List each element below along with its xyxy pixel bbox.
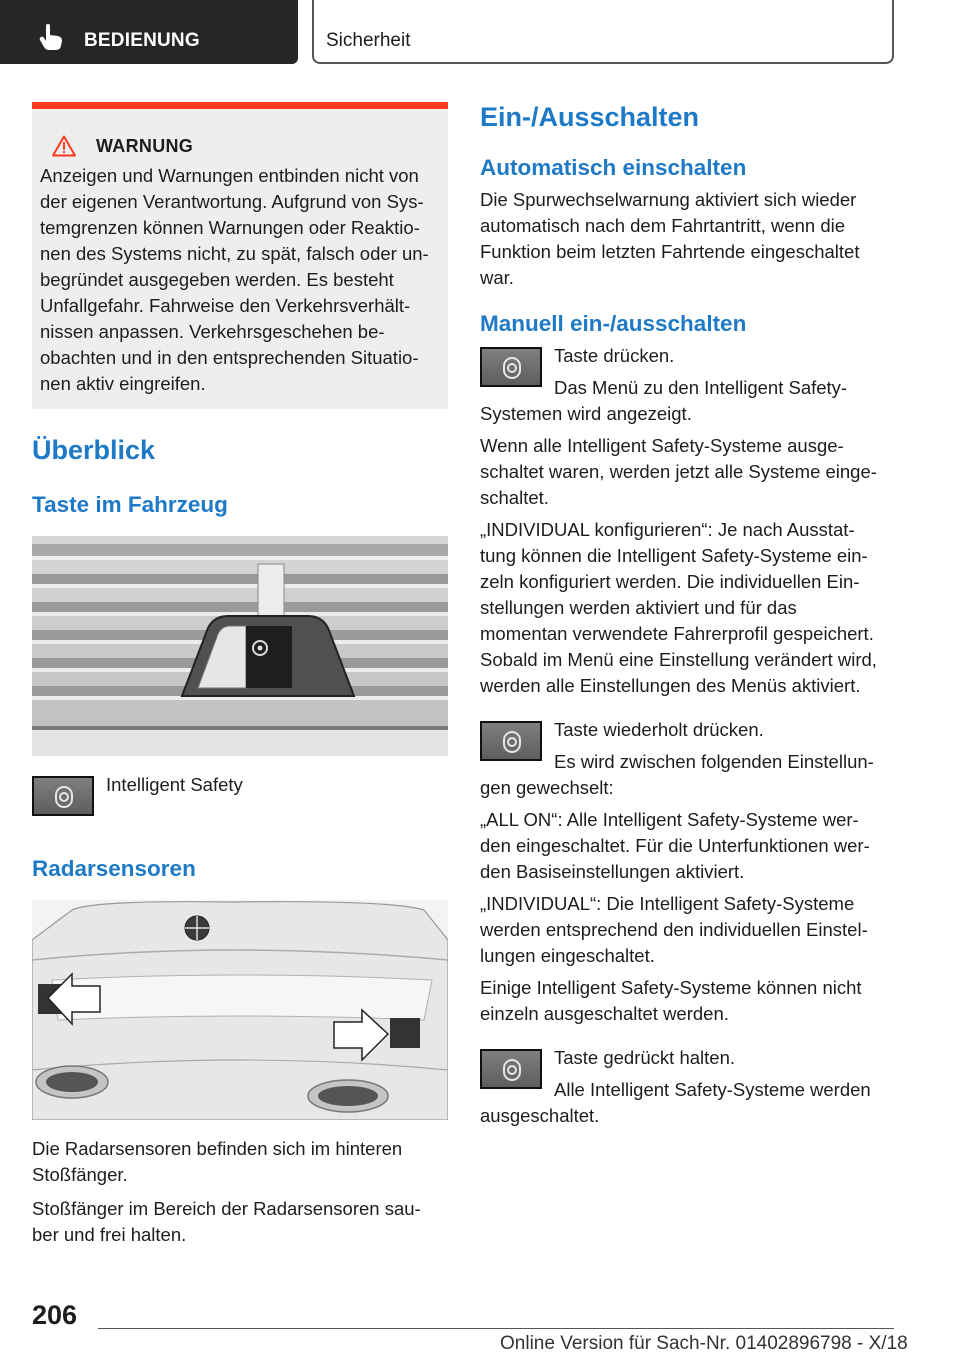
intelligent-safety-button-icon	[32, 776, 94, 816]
right-column	[480, 102, 892, 1129]
chapter-title: Sicherheit	[326, 30, 411, 51]
overview-heading: Überblick	[32, 435, 156, 465]
auto-text-line: Funktion beim letzten Fahrtende eingeschaltet	[480, 241, 860, 262]
step3-result-cont: ausgeschaltet.	[480, 1105, 600, 1126]
step1-text-line: momentan verwendete Fahrerprofil gespeichert.	[480, 623, 874, 644]
step1-text-line: Wenn alle Intelligent Safety-Systeme ausge-	[480, 435, 844, 456]
step1-action: Taste drücken.	[554, 345, 675, 366]
step3-result: Alle Intelligent Safety-Systeme werden	[554, 1079, 871, 1100]
section-tab-label: BEDIENUNG	[84, 30, 200, 51]
warning-line: begründet ausgegeben werden. Es besteht	[40, 269, 394, 290]
warning-triangle-icon	[52, 135, 76, 157]
warning-line: Anzeigen und Warnungen entbinden nicht von	[40, 165, 419, 186]
rear-bumper-illustration	[32, 900, 448, 1120]
warning-line: der eigenen Verantwortung. Aufgrund von Sys-	[40, 191, 424, 212]
button-caption: Intelligent Safety	[106, 774, 243, 795]
warning-line: nen des Systems nicht, zu spät, falsch oder un-	[40, 243, 429, 264]
intelligent-safety-button-icon	[480, 347, 542, 387]
step1-text-line: „INDIVIDUAL konfigurieren“: Je nach Ausstat-	[480, 519, 855, 540]
radar-text-line: Stoßfänger.	[32, 1164, 128, 1185]
step1-text-line: schaltet waren, werden jetzt alle Systeme einge-	[480, 461, 877, 482]
step3-action: Taste gedrückt halten.	[554, 1047, 735, 1068]
step2-result-cont: gen gewechselt:	[480, 777, 614, 798]
step1-text-line: stellungen werden aktiviert und für das	[480, 597, 797, 618]
warning-text	[40, 163, 438, 397]
intelligent-safety-button-icon	[480, 1049, 542, 1089]
radar-subheading: Radarsensoren	[32, 856, 196, 881]
manual-heading: Manuell ein-/ausschalten	[480, 311, 747, 336]
radar-sensor-photo	[32, 900, 448, 1120]
button-subheading: Taste im Fahrzeug	[32, 492, 228, 517]
radar-care-line: ber und frei halten.	[32, 1224, 187, 1245]
intelligent-safety-button-icon	[480, 721, 542, 761]
warning-line: obachten und in den entsprechenden Situatio-	[40, 347, 419, 368]
step2-text-line: den Basiseinstellungen aktiviert.	[480, 861, 745, 882]
warning-line: temgrenzen können Warnungen oder Reaktio-	[40, 217, 420, 238]
button-panel-photo	[32, 536, 448, 756]
warning-line: nissen anpassen. Verkehrsgeschehen be-	[40, 321, 385, 342]
auto-text-line: Die Spurwechselwarnung aktiviert sich wieder	[480, 189, 857, 210]
step1-text-line: Sobald im Menü eine Einstellung verändert wird,	[480, 649, 877, 670]
radar-care-line: Stoßfänger im Bereich der Radarsensoren sau-	[32, 1198, 421, 1219]
step2-result: Es wird zwischen folgenden Einstellun-	[554, 751, 874, 772]
edition-note: Online Version für Sach-Nr. 01402896798 - X/18	[500, 1333, 908, 1354]
page-number: 206	[32, 1300, 78, 1330]
step1-result-cont: Systemen wird angezeigt.	[480, 403, 692, 424]
auto-text-line: automatisch nach dem Fahrtantritt, wenn die	[480, 215, 846, 236]
grille-button-illustration	[32, 536, 448, 756]
warning-line: nen aktiv eingreifen.	[40, 373, 206, 394]
warning-line: Unfallgefahr. Fahrweise den Verkehrsverhält-	[40, 295, 411, 316]
step2-text-line: den eingeschaltet. Für die Unterfunktionen wer-	[480, 835, 870, 856]
auto-heading: Automatisch einschalten	[480, 155, 747, 180]
step2-action: Taste wiederholt drücken.	[554, 719, 764, 740]
step2-text-line: werden entsprechend den individuellen Einstel-	[480, 919, 868, 940]
step2-text-line: Einige Intelligent Safety-Systeme können nicht	[480, 977, 862, 998]
step2-text-line: „INDIVIDUAL“: Die Intelligent Safety-Systeme	[480, 893, 855, 914]
step2-text-line: einzeln ausgeschaltet werden.	[480, 1003, 729, 1024]
step1-text-line: tung können die Intelligent Safety-Systeme ein-	[480, 545, 868, 566]
step1-text-line: zeln konfiguriert werden. Die individuellen Ein-	[480, 571, 860, 592]
warning-title: WARNUNG	[96, 135, 194, 156]
hand-pointer-icon	[38, 24, 64, 50]
left-column	[32, 102, 448, 1248]
radar-text-line: Die Radarsensoren befinden sich im hinteren	[32, 1138, 403, 1159]
warning-box	[32, 102, 448, 409]
step2-text-line: „ALL ON“: Alle Intelligent Safety-Systeme wer-	[480, 809, 859, 830]
step1-text-line: schaltet.	[480, 487, 549, 508]
section-tab	[0, 0, 298, 64]
step1-result: Das Menü zu den Intelligent Safety-	[554, 377, 848, 398]
step2-text-line: lungen eingeschaltet.	[480, 945, 655, 966]
step1-text-line: werden alle Einstellungen des Menüs aktiviert.	[480, 675, 861, 696]
footer-divider	[98, 1328, 894, 1329]
auto-text-line: war.	[480, 267, 514, 288]
onoff-heading: Ein-/Ausschalten	[480, 102, 700, 132]
chapter-header	[312, 0, 894, 64]
